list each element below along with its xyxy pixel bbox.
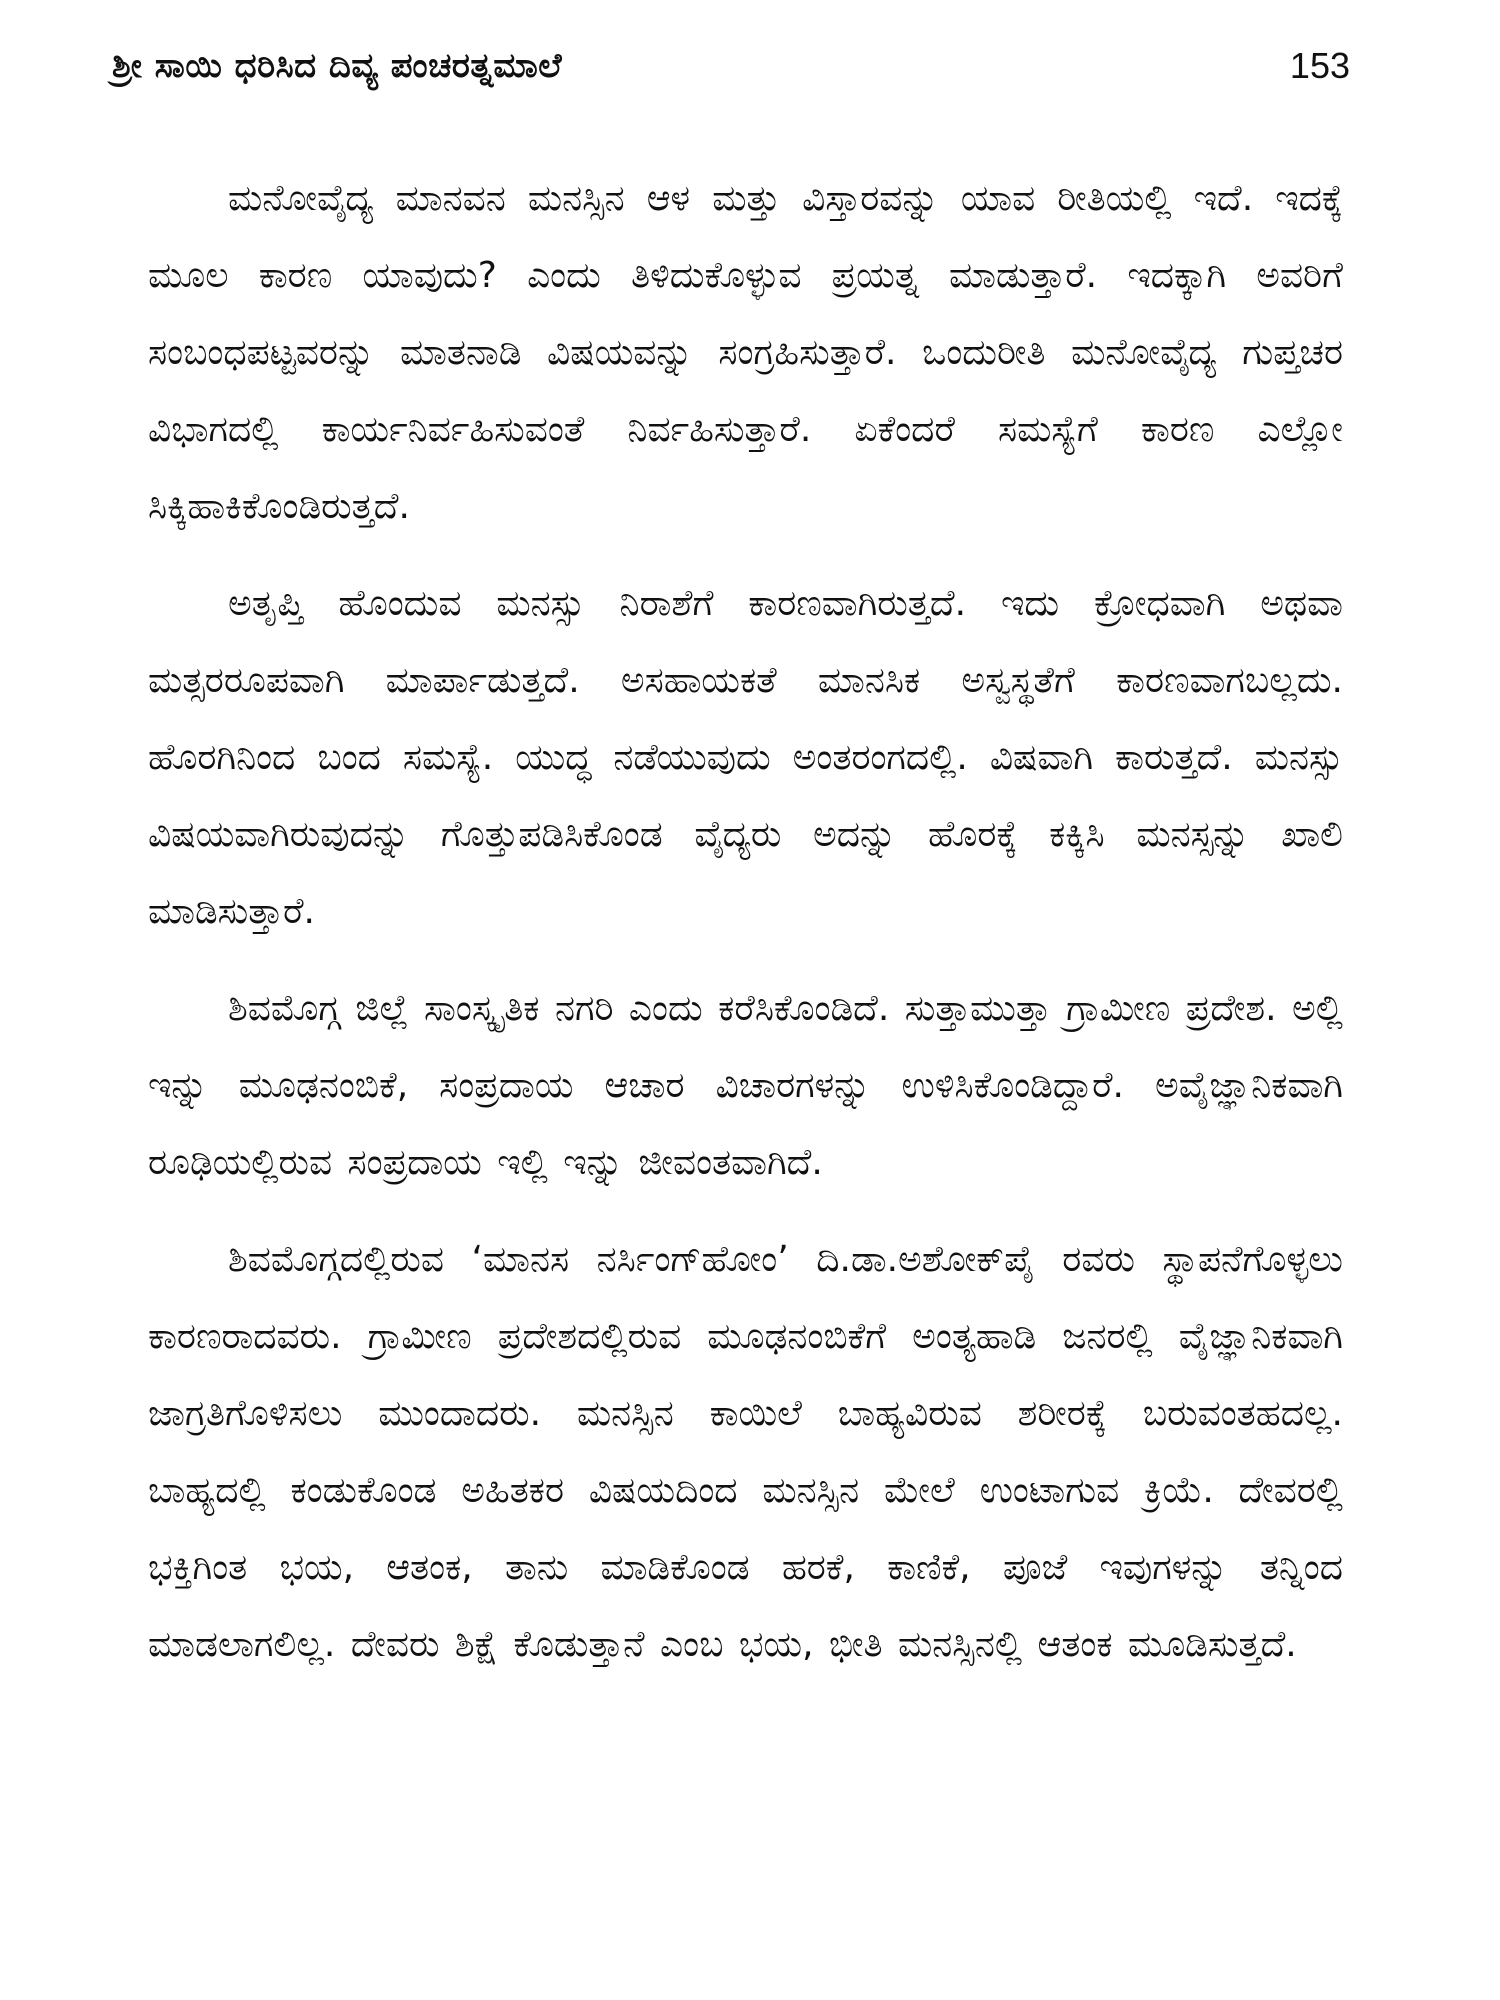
paragraph-1: ಮನೋವೈದ್ಯ ಮಾನವನ ಮನಸ್ಸಿನ ಆಳ ಮತ್ತು ವಿಸ್ತಾರವನ್ನು ಯಾವ ರೀತಿಯಲ್ಲಿ ಇದೆ. ಇದಕ್ಕೆ ಮೂಲ ಕಾರಣ ಯಾವುದು? ಎಂದು ತಿಳಿದುಕೊಳ್ಳುವ ಪ್ರಯತ್ನ ಮಾಡುತ್ತಾರೆ. ಇದಕ್ಕಾಗಿ ಅವರಿಗೆ ಸಂಬಂಧಪಟ್ಟವರನ್ನು ಮಾತನಾಡಿ ವಿಷಯವನ್ನು ಸಂಗ್ರಹಿಸುತ್ತಾರೆ. ಒಂದುರೀತಿ ಮನೋವೈದ್ಯ ಗುಪ್ತಚರ ವಿಭಾಗದಲ್ಲಿ ಕಾರ್ಯನಿರ್ವಹಿಸುವಂತೆ ನಿರ್ವಹಿಸುತ್ತಾರೆ. ಏಕೆಂದರೆ ಸಮಸ್ಯೆಗೆ ಕಾರಣ ಎಲ್ಲೋ ಸಿಕ್ಕಿಹಾಕಿಕೊಂಡಿರುತ್ತದೆ. [148, 178, 1343, 527]
page-body [148, 160, 1343, 1703]
paragraph-3: ಶಿವಮೊಗ್ಗ ಜಿಲ್ಲೆ ಸಾಂಸ್ಕೃತಿಕ ನಗರಿ ಎಂದು ಕರೆಸಿಕೊಂಡಿದೆ. ಸುತ್ತಾಮುತ್ತಾ ಗ್ರಾಮೀಣ ಪ್ರದೇಶ. ಅಲ್ಲಿ ಇನ್ನು ಮೂಢನಂಬಿಕೆ, ಸಂಪ್ರದಾಯ ಆಚಾರ ವಿಚಾರಗಳನ್ನು ಉಳಿಸಿಕೊಂಡಿದ್ದಾರೆ. ಅವೈಜ್ಞಾನಿಕವಾಗಿ ರೂಢಿಯಲ್ಲಿರುವ ಸಂಪ್ರದಾಯ ಇಲ್ಲಿ ಇನ್ನು ಜೀವಂತವಾಗಿದೆ. [148, 988, 1343, 1183]
running-title: ಶ್ರೀ ಸಾಯಿ ಧರಿಸಿದ ದಿವ್ಯ ಪಂಚರತ್ನಮಾಲೆ [112, 46, 563, 86]
paragraph-4: ಶಿವಮೊಗ್ಗದಲ್ಲಿರುವ ‘ಮಾನಸ ನರ್ಸಿಂಗ್‌ಹೋಂ’ ದಿ.ಡಾ.ಅಶೋಕ್‌ಪೈ ರವರು ಸ್ಥಾಪನೆಗೊಳ್ಳಲು ಕಾರಣರಾದವರು. ಗ್ರಾಮೀಣ ಪ್ರದೇಶದಲ್ಲಿರುವ ಮೂಢನಂಬಿಕೆಗೆ ಅಂತ್ಯಹಾಡಿ ಜನರಲ್ಲಿ ವೈಜ್ಞಾನಿಕವಾಗಿ ಜಾಗ್ರತಿಗೊಳಿಸಲು ಮುಂದಾದರು. ಮನಸ್ಸಿನ ಕಾಯಿಲೆ ಬಾಹ್ಯವಿರುವ ಶರೀರಕ್ಕೆ ಬರುವಂತಹದಲ್ಲ. ಬಾಹ್ಯದಲ್ಲಿ ಕಂಡುಕೊಂಡ ಅಹಿತಕರ ವಿಷಯದಿಂದ ಮನಸ್ಸಿನ ಮೇಲೆ ಉಂಟಾಗುವ ಕ್ರಿಯೆ. ದೇವರಲ್ಲಿ ಭಕ್ತಿಗಿಂತ ಭಯ, ಆತಂಕ, ತಾನು ಮಾಡಿಕೊಂಡ ಹರಕೆ, ಕಾಣಿಕೆ, ಪೂಜೆ ಇವುಗಳನ್ನು ತನ್ನಿಂದ ಮಾಡಲಾಗಲಿಲ್ಲ. ದೇವರು ಶಿಕ್ಷೆ ಕೊಡುತ್ತಾನೆ ಎಂಬ ಭಯ, ಭೀತಿ ಮನಸ್ಸಿನಲ್ಲಿ ಆತಂಕ ಮೂಡಿಸುತ್ತದೆ. [148, 1239, 1343, 1665]
page-number: 153 [1289, 45, 1350, 86]
page-header [112, 36, 1350, 96]
paragraph-2: ಅತೃಪ್ತಿ ಹೊಂದುವ ಮನಸ್ಸು ನಿರಾಶೆಗೆ ಕಾರಣವಾಗಿರುತ್ತದೆ. ಇದು ಕ್ರೋಧವಾಗಿ ಅಥವಾ ಮತ್ಸರರೂಪವಾಗಿ ಮಾರ್ಪಾಡುತ್ತದೆ. ಅಸಹಾಯಕತೆ ಮಾನಸಿಕ ಅಸ್ವಸ್ಥತೆಗೆ ಕಾರಣವಾಗಬಲ್ಲದು. ಹೊರಗಿನಿಂದ ಬಂದ ಸಮಸ್ಯೆ. ಯುದ್ಧ ನಡೆಯುವುದು ಅಂತರಂಗದಲ್ಲಿ. ವಿಷವಾಗಿ ಕಾರುತ್ತದೆ. ಮನಸ್ಸು ವಿಷಯವಾಗಿರುವುದನ್ನು ಗೊತ್ತುಪಡಿಸಿಕೊಂಡ ವೈದ್ಯರು ಅದನ್ನು ಹೊರಕ್ಕೆ ಕಕ್ಕಿಸಿ ಮನಸ್ಸನ್ನು ಖಾಲಿ ಮಾಡಿಸುತ್ತಾರೆ. [148, 583, 1343, 932]
